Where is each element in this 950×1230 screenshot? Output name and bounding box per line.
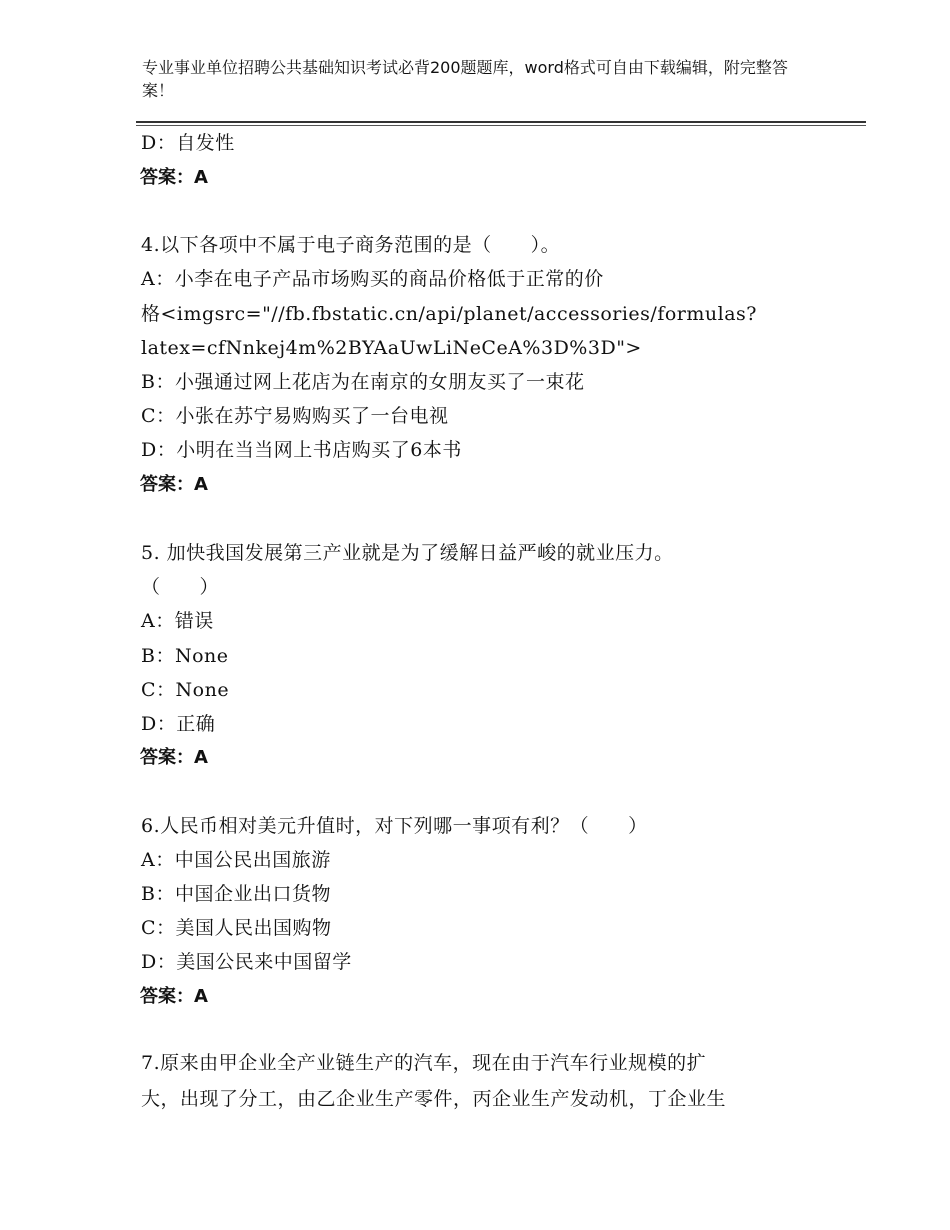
q5-question-line2: （ ）	[141, 576, 220, 598]
q4-option-c: C：小张在苏宁易购购买了一台电视	[141, 405, 449, 427]
q6-option-c: C：美国人民出国购物	[141, 917, 332, 939]
q5-option-d: D：正确	[141, 713, 216, 735]
q6-question: 6.人民币相对美元升值时，对下列哪一事项有利？（ ）	[141, 815, 648, 837]
header-rule-thick	[136, 121, 866, 123]
q5-option-a: A：错误	[141, 610, 214, 632]
q5-option-b: B：None	[141, 645, 229, 667]
q6-option-a: A：中国公民出国旅游	[141, 849, 331, 871]
header-rule-thin	[136, 125, 866, 126]
q4-option-d: D：小明在当当网上书店购买了6本书	[141, 439, 462, 461]
q5-option-c: C：None	[141, 679, 230, 701]
q4-option-a-line3: latex=cfNnkej4m%2BYAaUwLiNeCeA%3D%3D">	[141, 337, 642, 359]
q5-answer: 答案：A	[140, 747, 208, 768]
q4-option-b: B：小强通过网上花店为在南京的女朋友买了一束花	[141, 371, 585, 393]
q7-question-line2: 大，出现了分工，由乙企业生产零件，丙企业生产发动机，丁企业生	[141, 1088, 727, 1110]
q3-answer: 答案：A	[140, 167, 208, 188]
q6-option-d: D：美国公民来中国留学	[141, 951, 352, 973]
q4-answer: 答案：A	[140, 474, 208, 495]
q3-option-d: D：自发性	[141, 132, 235, 154]
q4-question: 4.以下各项中不属于电子商务范围的是（ ）。	[141, 234, 561, 256]
q7-question-line1: 7.原来由甲企业全产业链生产的汽车，现在由于汽车行业规模的扩	[141, 1052, 707, 1074]
q5-question-line1: 5. 加快我国发展第三产业就是为了缓解日益严峻的就业压力。	[141, 542, 674, 564]
q6-option-b: B：中国企业出口货物	[141, 883, 331, 905]
q6-answer: 答案：A	[140, 986, 208, 1007]
q4-option-a-line2: 格<imgsrc="//fb.fbstatic.cn/api/planet/accessories/formulas?	[141, 303, 757, 325]
q4-option-a-line1: A：小李在电子产品市场购买的商品价格低于正常的价	[141, 268, 604, 290]
page-header: 专业事业单位招聘公共基础知识考试必背200题题库，word格式可自由下载编辑，附完整答案！	[142, 58, 788, 100]
